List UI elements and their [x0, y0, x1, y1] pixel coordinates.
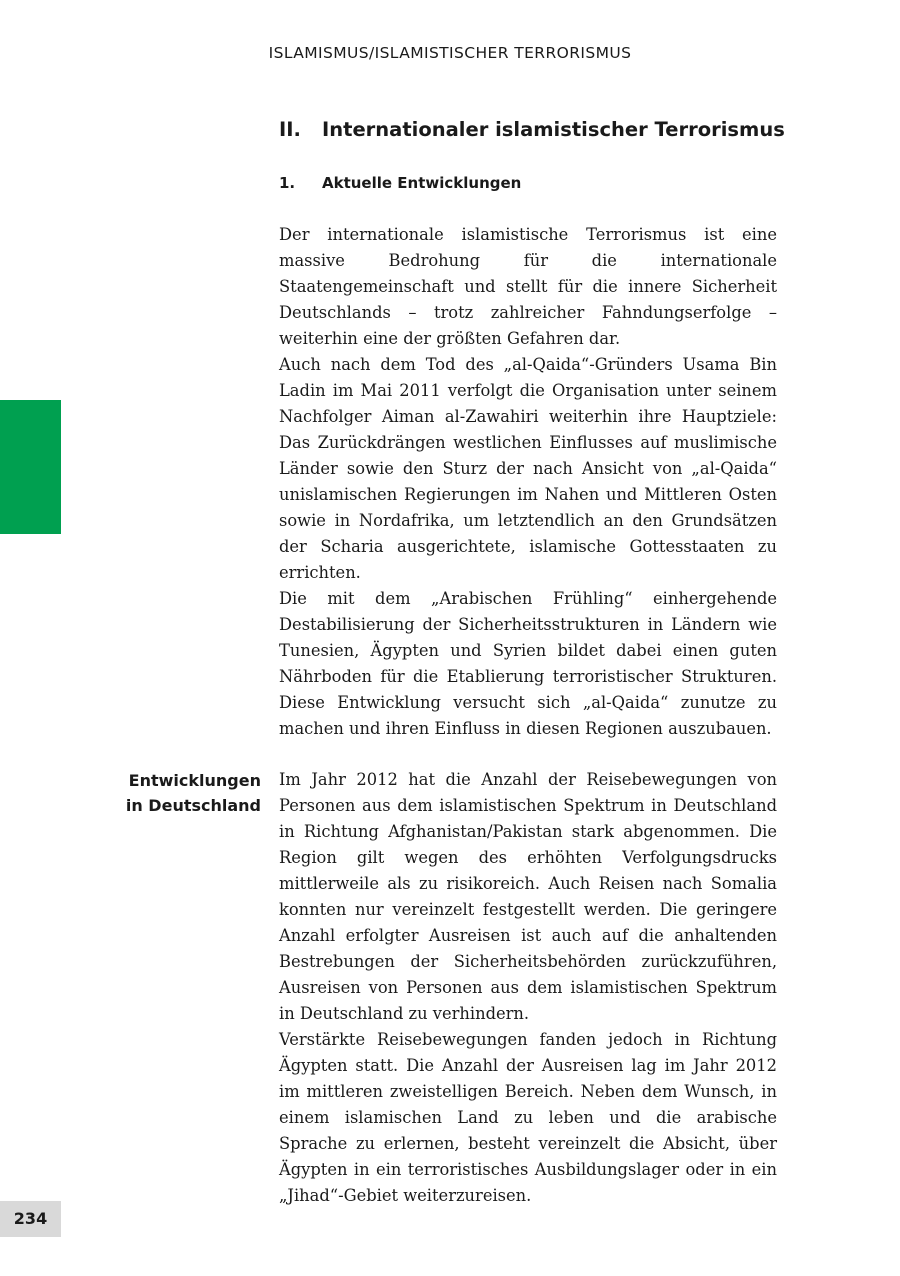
subsection-heading [279, 174, 779, 192]
paragraph-2: Auch nach dem Tod des „al-Qaida“-Gründers Usama Bin Ladin im Mai 2011 verfolgt die Organisation unter seinem Nachfolger Aiman al-Zawahiri weiterhin ihre Hauptziele: Das Zurückdrängen westlichen Einflusses auf muslimische Länder sowie den Sturz der nach Ansicht von „al-Qaida“ unislamischen Regierungen im Nahen und Mittleren Osten sowie in Nordafrika, um letztendlich an den Grundsätzen der Scharia ausgerichtete, islamische Gottesstaaten zu errichten. [279, 355, 777, 582]
paragraph-3: Die mit dem „Arabischen Frühling“ einhergehende Destabilisierung der Sicherheitsstrukturen in Ländern wie Tunesien, Ägypten und Syrien bildet dabei einen guten Nährboden für die Etablierung terroristischer Strukturen. Diese Entwicklung versucht sich „al-Qaida“ zunutze zu machen und ihren Einfluss in diesen Regionen auszubauen. [279, 589, 777, 738]
running-head: ISLAMISMUS/ISLAMISTISCHER TERRORISMUS [268, 44, 632, 62]
paragraph-1: Der internationale islamistische Terrorismus ist eine massive Bedrohung für die internationale Staatengemeinschaft und stellt für die innere Sicherheit Deutschlands – trotz zahlreicher Fahndungserfolge – weiterhin eine der größten Gefahren dar. [279, 225, 777, 348]
subsection-number: 1. [279, 174, 296, 192]
page-number: 234 [0, 1201, 61, 1237]
paragraph-5: Verstärkte Reisebewegungen fanden jedoch in Richtung Ägypten statt. Die Anzahl der Ausreisen lag im Jahr 2012 im mittleren zweistelligen Bereich. Neben dem Wunsch, in einem islamischen Land zu leben und die arabische Sprache zu erlernen, besteht vereinzelt die Absicht, über Ägypten in ein terroristisches Ausbildungslager oder in ein „Jihad“-Gebiet weiterzureisen. [279, 1030, 777, 1205]
section-title: Internationaler islamistischer Terrorismus [322, 118, 785, 141]
chapter-tab-marker [0, 400, 61, 534]
section-heading [279, 118, 785, 141]
section-number: II. [279, 118, 301, 141]
subsection-title: Aktuelle Entwicklungen [322, 174, 522, 192]
margin-note-line-1: Entwicklungen [128, 771, 261, 790]
paragraph-4: Im Jahr 2012 hat die Anzahl der Reisebewegungen von Personen aus dem islamistischen Spektrum in Deutschland in Richtung Afghanistan/Pakistan stark abgenommen. Die Region gilt wegen des erhöhten Verfolgungsdrucks mittlerweile als zu risikoreich. Auch Reisen nach Somalia konnten nur vereinzelt festgestellt werden. Die geringere Anzahl erfolgter Ausreisen ist auch auf die anhaltenden Bestrebungen der Sicherheitsbehörden zurückzuführen, Ausreisen von Personen aus dem islamistischen Spektrum in Deutschland zu verhindern. [279, 770, 777, 1023]
margin-note [100, 768, 261, 818]
margin-note-line-2: in Deutschland [125, 796, 261, 815]
